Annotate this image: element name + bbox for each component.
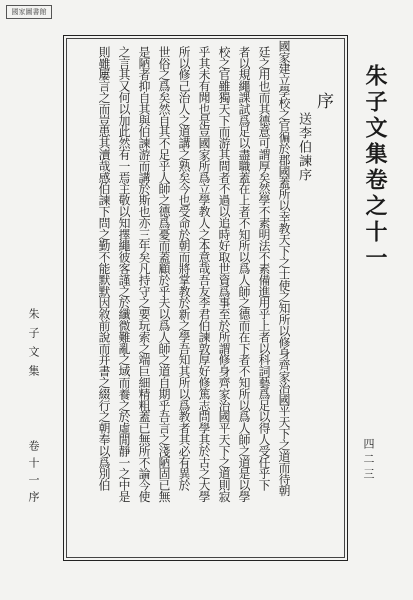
body-line-7: 世俗之爲矣然自其不足乎人師之德爲憂而蓋顧於乎夫以爲人師之道自期乎吾言之淺陋固已無 bbox=[157, 46, 171, 502]
essay-title: 送李伯諫序 bbox=[296, 112, 311, 182]
gutter-chapter: 卷十一序 bbox=[27, 440, 40, 508]
volume-title: 朱子文集卷之十一 bbox=[362, 64, 388, 272]
body-line-1: 國家建立學校之官徧於郡國蓋所以幸教天下之士使之知所以修身齊家治國平天下之道而待朝 bbox=[277, 40, 291, 496]
body-line-8: 是陋者抑自其與伯諫游而講於斯也亦三年矣凡持守之要玩索之端巨細精粗蓋已無所不論今使 bbox=[137, 46, 151, 502]
body-line-6: 所以修己治人之道講之熟矣今也受命於朝而將掌教於新之學吾知其所以爲教者其必有異於 bbox=[177, 46, 191, 491]
body-line-5: 乎其未有聞也是豈國家所爲立學教人之本意哉吾友李君伯諫敦厚好修篤志問學其於古之大學 bbox=[197, 46, 211, 502]
body-line-4: 校之官雖獨天下而游其間者不過以追時好取世資爲事至於所謂修身齊家治國平天下之道則寂 bbox=[217, 46, 231, 502]
page-number: 四二三 bbox=[362, 438, 375, 483]
body-line-10: 則雖屢言之而豈患其瀆哉感伯諫下問之勤不能默默因敘前說而并書之綴行之朝奉以爲別伯 bbox=[97, 46, 111, 491]
body-line-2: 廷之用也而其德意可謂厚矣然學不素明法不素備進用乎上者以科詞藝爲足以得人受任乎下 bbox=[257, 46, 271, 491]
body-line-3: 者以規繩課試爲足以盡職蓋在上者不知所以爲人師之德而在下者不知所以爲人師之道是以學 bbox=[237, 46, 251, 502]
section-title: 序 bbox=[313, 92, 333, 113]
body-line-9: 之言其又何以加此然有一焉主敬以知擇繩彼客謹之於纖微難亂之域而養之於虛閒靜一之中是 bbox=[117, 46, 131, 502]
gutter-book-title: 朱子文集 bbox=[27, 308, 40, 384]
library-stamp: 國家圖書館 bbox=[6, 5, 52, 19]
